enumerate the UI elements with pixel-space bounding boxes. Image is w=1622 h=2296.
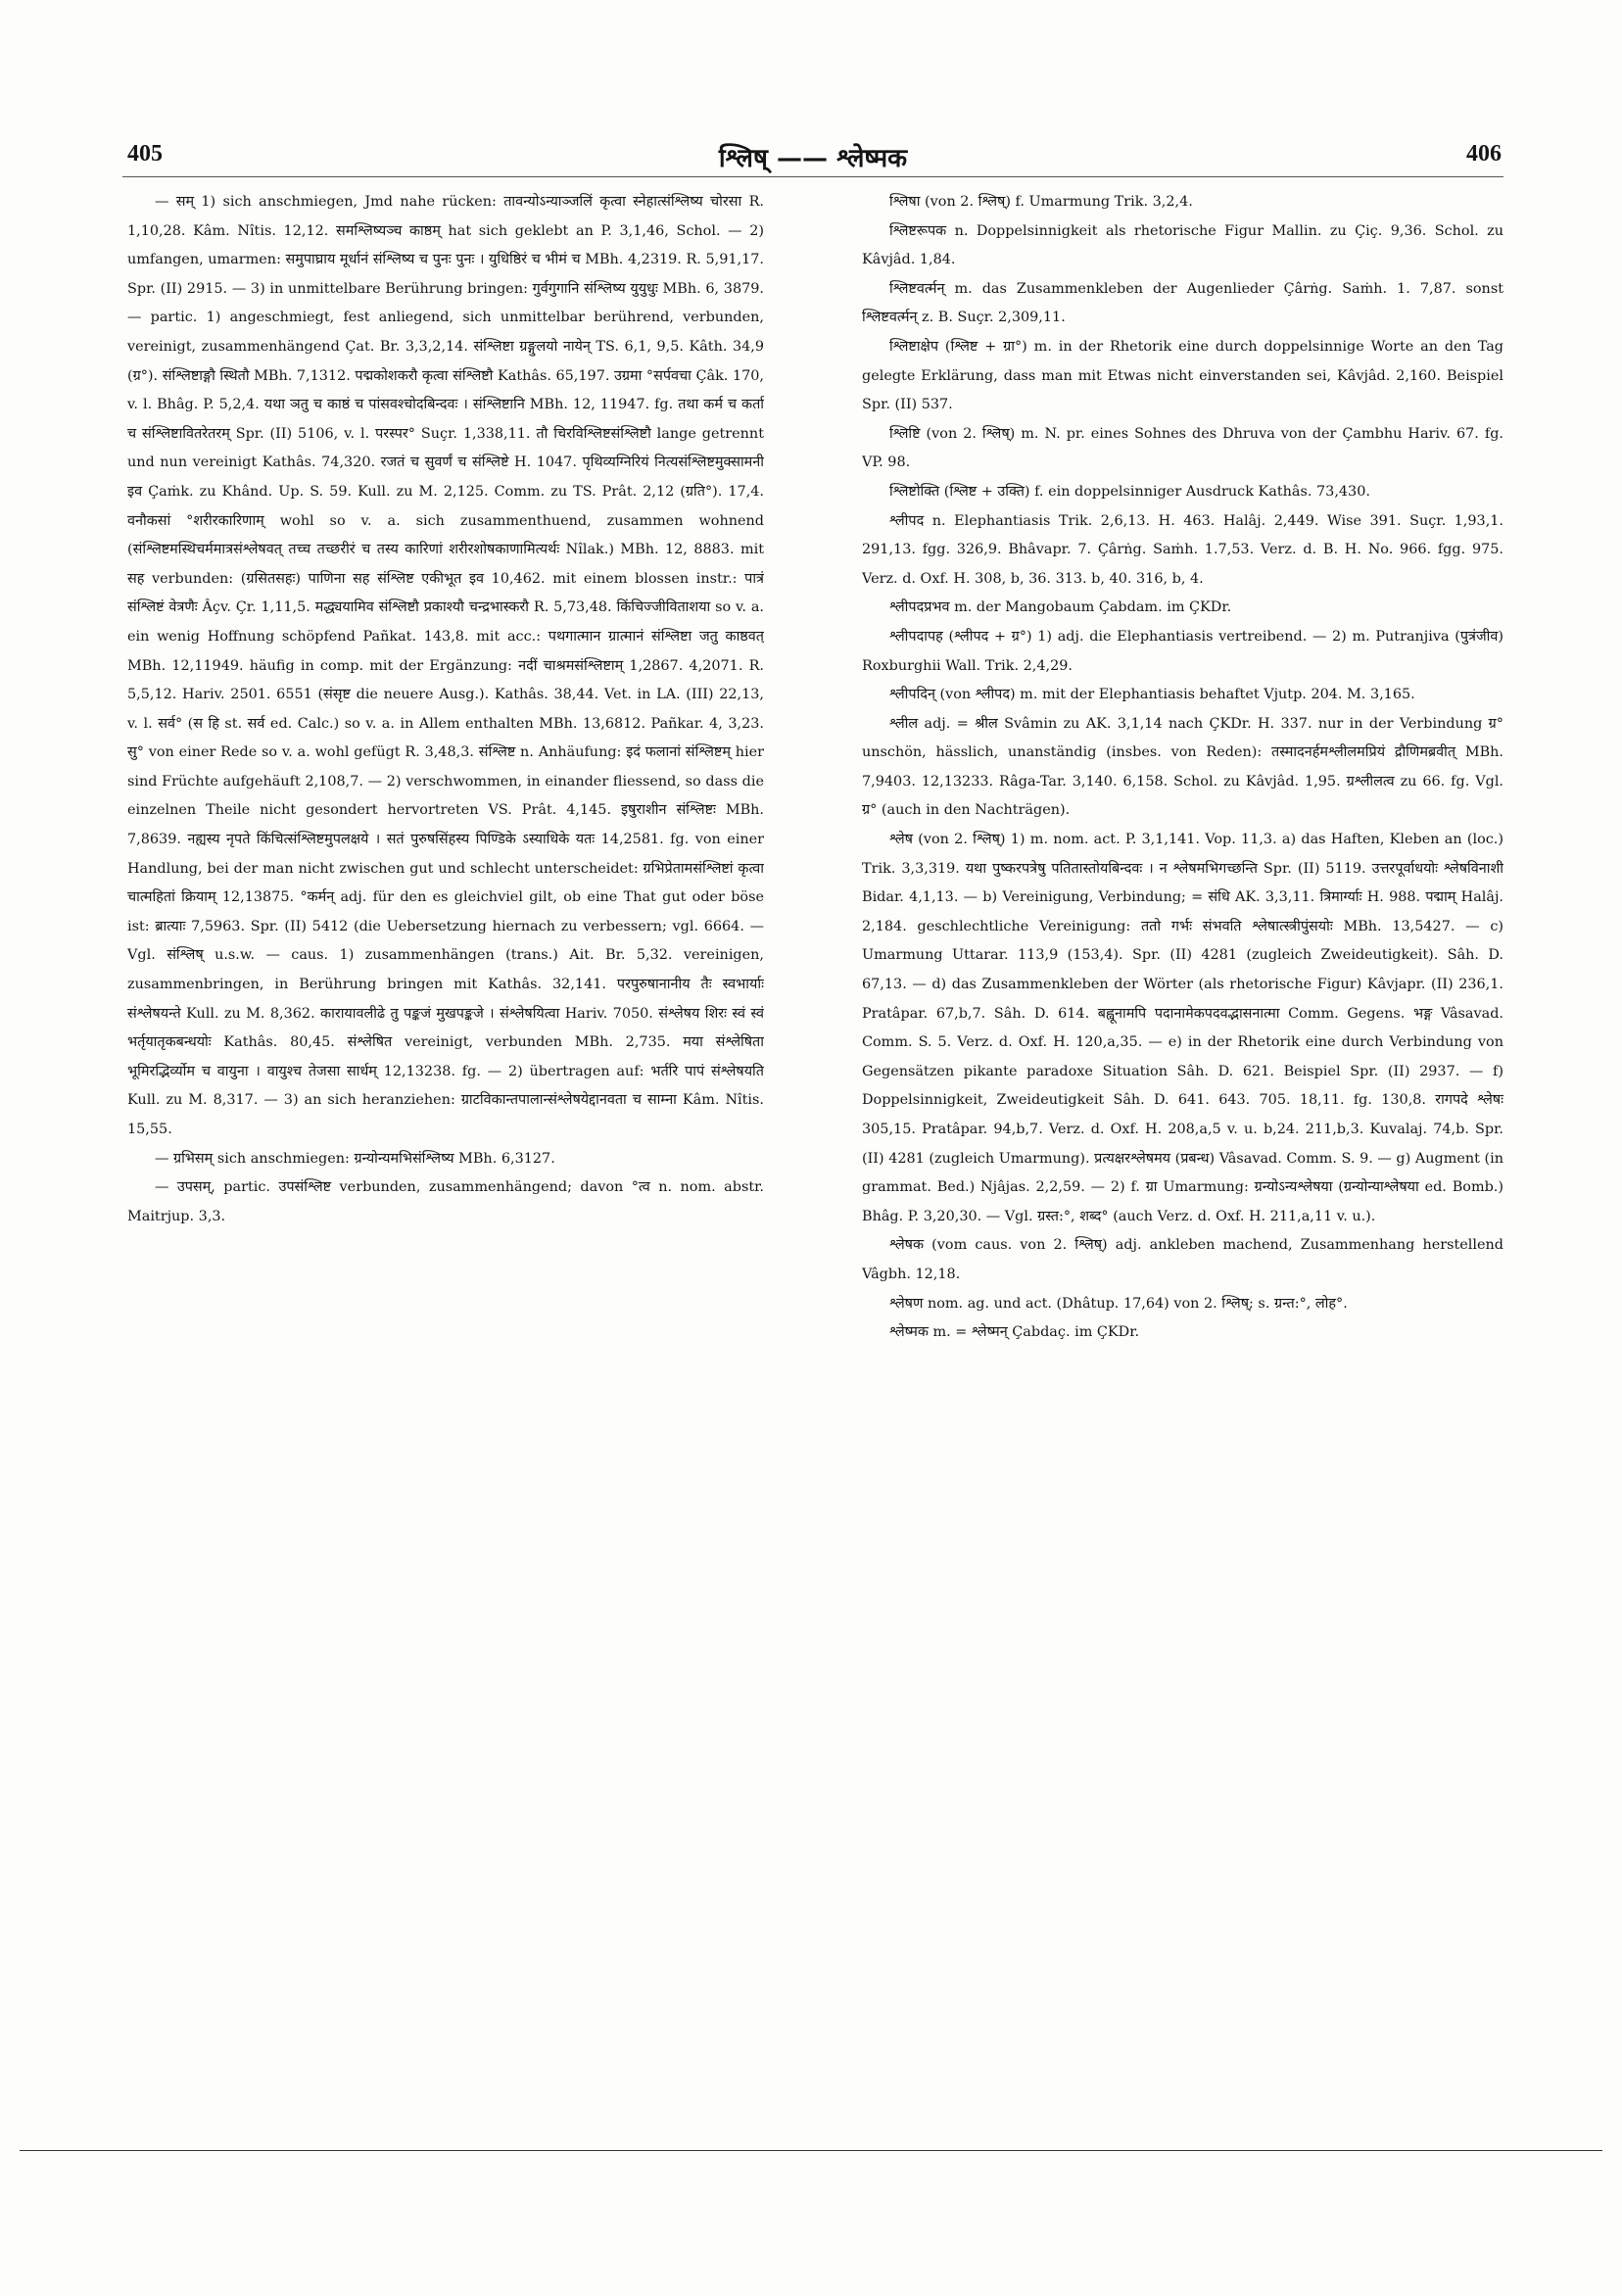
entry-paragraph: श्लील adj. = श्रील Svâmin zu AK. 3,1,14 nach ÇKDr. H. 337. nur in der Verbindung ग्र° unschön, hässlich, unanständig (insbes. von Reden): तस्मादनर्हमश्लीलमप्रियं द्रौणिमब्रवीत् MBh. 7,9403. 12,13233. Râga-Tar. 3,140. 6,158. Schol. zu Kâvjâd. 1,95. ग्रश्लीलत्व zu 66. fg. Vgl. ग्र° (auch in den Nachträgen). bbox=[862, 715, 1503, 819]
entry-paragraph: — उपसम्, partic. उपसंश्लिष्ट verbunden, zusammenhängend; davon °त्व n. nom. abstr. Maitrjup. 3,3. bbox=[127, 1179, 764, 1224]
entry-paragraph: — ग्रभिसम् sich anschmiegen: ग्रन्योन्यमभिसंश्लिष्य MBh. 6,3127. bbox=[155, 1150, 555, 1167]
entry-paragraph: श्लिष्टाक्षेप (श्लिष्ट + ग्रा°) m. in der Rhetorik eine durch doppelsinnige Worte an den Tag gelegte Erklärung, dass man mit Etwas nicht einverstanden sei, Kâvjâd. 2,160. Beispiel Spr. (II) 537. bbox=[862, 338, 1503, 413]
entry-paragraph: श्लिष्टरूपक n. Doppelsinnigkeit als rhetorische Figur Mallin. zu Çiç. 9,36. Schol. zu Kâvjâd. 1,84. bbox=[862, 222, 1503, 268]
right-column bbox=[862, 188, 1503, 2079]
entry-paragraph: श्लिष्टोक्ति (श्लिष्ट + उक्ति) f. ein doppelsinniger Ausdruck Kathâs. 73,430. bbox=[889, 483, 1370, 500]
entry-paragraph: श्लीपदप्रभव m. der Mangobaum Çabdam. im ÇKDr. bbox=[889, 599, 1232, 616]
left-column bbox=[127, 188, 764, 2079]
page-number-right: 406 bbox=[1466, 141, 1502, 167]
running-head: श्लिष् —— श्लेष्मक bbox=[718, 144, 908, 173]
entry-paragraph: श्लीपद n. Elephantiasis Trik. 2,6,13. H. 463. Halâj. 2,449. Wise 391. Suçr. 1,93,1. 291,13. fgg. 326,9. Bhâvapr. 7. Çârṅg. Saṁh. 1.7,53. Verz. d. B. H. No. 966. fgg. 975. Verz. d. Oxf. H. 308, b, 36. 313. b, 40. 316, b, 4. bbox=[862, 512, 1503, 587]
entry-paragraph: श्लेष (von 2. श्लिष्) 1) m. nom. act. P. 3,1,141. Vop. 11,3. a) das Haften, Kleben an (loc.) Trik. 3,3,319. यथा पुष्करपत्रेषु पतितास्तोयबिन्दवः । न श्लेषमभिगच्छन्ति Spr. (II) 5119. उत्तरपूर्वाधयोः श्लेषविनाशी Bidar. 4,1,13. — b) Vereinigung, Verbindung; = संधि AK. 3,3,11. त्रिमार्ग्याः H. 988. पद्माम् Halâj. 2,184. geschlechtliche Vereinigung: ततो गर्भः संभवति श्लेषात्स्त्रीपुंसयोः MBh. 13,5427. — c) Umarmung Uttarar. 113,9 (153,4). Spr. (II) 4281 (zugleich Zweideutigkeit). Sâh. D. 67,13. — d) das Zusammenkleben der Wörter (als rhetorische Figur) Kâvjapr. (II) 236,1. Pratâpar. 67,b,7. Sâh. D. 614. बह्वूनामपि पदानामेकपदवद्भासनात्मा Comm. Gegens. भङ्ग Vâsavad. Comm. S. 5. Verz. d. Oxf. H. 120,a,35. — e) in der Rhetorik eine durch Verbindung von Gegensätzen pikante paradoxe Situation Sâh. D. 621. Beispiel Spr. (II) 2937. — f) Doppelsinnigkeit, Zweideutigkeit Sâh. D. 641. 643. 705. 18,11. fg. 130,8. रागपदे श्लेषः 305,15. Pratâpar. 94,b,7. Verz. d. Oxf. H. 208,a,5 v. u. b,24. 211,b,3. Kuvalaj. 74,b. Spr. (II) 4281 (zugleich Umarmung). प्रत्यक्षरश्लेषमय (प्रबन्ध) Vâsavad. Comm. S. 9. — g) Augment (in grammat. Bed.) Njâjas. 2,2,59. — 2) f. ग्रा Umarmung: ग्रन्योऽन्यश्लेषया (ग्रन्योन्याश्लेषया ed. Bomb.) Bhâg. P. 3,20,30. — Vgl. ग्रस्त:°, शब्द° (auch Verz. d. Oxf. H. 211,a,11 v. u.). bbox=[862, 832, 1503, 1224]
entry-paragraph: श्लीपदापह (श्लीपद + ग्र°) 1) adj. die Elephantiasis vertreibend. — 2) m. Putranjiva (पुत्रंजीव) Roxburghii Wall. Trik. 2,4,29. bbox=[862, 628, 1503, 674]
footer-rule bbox=[20, 2150, 1602, 2151]
entry-paragraph: — सम् 1) sich anschmiegen, Jmd nahe rücken: तावन्योऽन्याञ्जलिं कृत्वा स्नेहात्संश्लिष्य चोरसा R. 1,10,28. Kâm. Nîtis. 12,12. समश्लिष्यञ्च काष्ठम् hat sich geklebt an P. 3,1,46, Schol. — 2) umfangen, umarmen: समुपाघ्राय मूर्धानं संश्लिष्य च पुनः पुनः । युधिष्ठिरं च भीमं च MBh. 4,2319. R. 5,91,17. Spr. (II) 2915. — 3) in unmittelbare Berührung bringen: गुर्वगुगानि संश्लिष्य युयुधुः MBh. 6, 3879. — partic. 1) angeschmiegt, fest anliegend, sich unmittelbar berührend, verbunden, vereinigt, zusammenhängend Çat. Br. 3,3,2,14. संश्लिष्टा ग्रङ्गुलयो नायेन् TS. 6,1, 9,5. Kâth. 34,9 (ग्र°). संश्लिष्टाङ्गौ स्थितौ MBh. 7,1312. पद्मकोशकरौ कृत्वा संश्लिष्टौ Kathâs. 65,197. उग्रमा °सर्पवचा Çâk. 170, v. l. Bhâg. P. 5,2,4. यथा ञतु च काष्ठं च पांसवश्चोदबिन्दवः । संश्लिष्टानि MBh. 12, 11947. fg. तथा कर्म च कर्ता च संश्लिष्टावितरेतरम् Spr. (II) 5106, v. l. परस्पर° Suçr. 1,338,11. तौ चिरविश्लिष्टसंश्लिष्टौ lange getrennt und nun vereinigt Kathâs. 74,320. रजतं च सुवर्णं च संश्लिष्टे H. 1047. पृथिव्यग्निरियं नित्यसंश्लिष्टमुक्सामनी इव Çaṁk. zu Khând. Up. S. 59. Kull. zu M. 2,125. Comm. zu TS. Prât. 2,12 (ग्रति°). 17,4. वनौकसां °शरीरकारिणाम् wohl so v. a. sich zusammenthuend, zusammen wohnend (संश्लिष्टमस्थिचर्ममात्रसंश्लेषवत् तच्च तच्छरीरं च तस्य कारिणां शरीरशोषकाणामित्यर्थः Nîlak.) MBh. 12, 8883. mit सह verbunden: (ग्रसितसहः) पाणिना सह संश्लिष्ट एकीभूत इव 10,462. mit einem blossen instr.: पात्रं संश्लिष्टं वेत्रणैः Âçv. Çr. 1,11,5. मद्ध्ययामिव संश्लिष्टौ प्रकाश्यौ चन्द्रभास्करौ R. 5,73,48. किंचिज्जीविताशया so v. a. ein wenig Hoffnung schöpfend Pañkat. 143,8. mit acc.: पथगात्मान ग्रात्मानं संश्लिष्टा जतु काष्ठवत् MBh. 12,11949. häufig in comp. mit der Ergänzung: नदीं चाश्रमसंश्लिष्टाम् 1,2867. 4,2071. R. 5,5,12. Hariv. 2501. 6551 (संसृष्ट die neuere Ausg.). Kathâs. 38,44. Vet. in LA. (III) 22,13, v. l. सर्व° (स हि st. सर्व ed. Calc.) so v. a. in Allem enthalten MBh. 13,6812. Pañkar. 4, 3,23. सु° von einer Rede so v. a. wohl gefügt R. 3,48,3. संश्लिष्ट n. Anhäufung: इदं फलानां संश्लिष्टम् hier sind Früchte aufgehäuft 2,108,7. — 2) verschwommen, in einander fliessend, so dass die einzelnen Theile nicht gesondert hervortreten VS. Prât. 4,145. इषुराशीन संश्लिष्टः MBh. 7,8639. नह्यस्य नृपते किंचित्संश्लिष्टमुपलक्षये । सतं पुरुषसिंहस्य पिण्डिके ऽस्याधिके यतः 14,2581. fg. von einer Handlung, bei der man nicht zwischen gut und schlecht unterscheidet: ग्रभिप्रेतामसंश्लिष्टां कृत्वा चात्महितां क्रियाम् 12,13875. °कर्मन् adj. für den es gleichviel gilt, ob eine That gut oder böse ist: ब्रात्याः 7,5963. Spr. (II) 5412 (die Uebersetzung hiernach zu verbessern; vgl. 6664. — Vgl. संश्लिष् u.s.w. — caus. 1) zusammenhängen (trans.) Ait. Br. 5,32. vereinigen, zusammenbringen, in Berührung bringen mit Kathâs. 32,141. परपुरुषानानीय तैः स्वभार्याः संश्लेषयन्ते Kull. zu M. 8,362. कारायावलीढे तु पङ्कजं मुखपङ्कजे । संश्लेषयित्वा Hariv. 7050. संश्लेषय शिरः स्वं स्वं भर्तृयातृकबन्धयोः Kathâs. 80,45. संश्लेषित vereinigt, verbunden MBh. 2,735. मया संश्लेषिता भूमिरद्भिर्व्योम च वायुना । वायुश्च तेजसा सार्धम् 12,13238. fg. — 2) übertragen auf: भर्तरि पापं संश्लेषयति Kull. zu M. 8,317. — 3) an sich heranziehen: ग्राटविकान्तपालान्संश्लेषयेद्दानवता च साम्ना Kâm. Nîtis. 15,55. bbox=[127, 194, 764, 1137]
entry-paragraph: श्लेषक (vom caus. von 2. श्लिष्) adj. ankleben machend, Zusammenhang herstellend Vâgbh. 12,18. bbox=[862, 1237, 1503, 1282]
page-header bbox=[122, 137, 1503, 177]
page-number-left: 405 bbox=[127, 141, 163, 167]
entry-paragraph: श्लिषा (von 2. श्लिष्) f. Umarmung Trik. 3,2,4. bbox=[889, 194, 1193, 210]
entry-paragraph: श्लेषण nom. ag. und act. (Dhâtup. 17,64) von 2. श्लिष्; s. ग्रन्त:°, लोह°. bbox=[889, 1295, 1348, 1312]
entry-paragraph: श्लिष्टि (von 2. श्लिष्) m. N. pr. eines Sohnes des Dhruva von der Çambhu Hariv. 67. fg. VP. 98. bbox=[862, 425, 1503, 471]
entry-paragraph: श्लेष्मक m. = श्लेष्मन् Çabdaç. im ÇKDr. bbox=[889, 1324, 1140, 1341]
entry-paragraph: श्लिष्टवर्त्मन् m. das Zusammenkleben der Augenlieder Çârṅg. Saṁh. 1. 7,87. sonst श्लिष्टवर्त्मन् z. B. Suçr. 2,309,11. bbox=[862, 280, 1503, 326]
entry-paragraph: श्लीपदिन् (von श्लीपद) m. mit der Elephantiasis behaftet Vjutp. 204. M. 3,165. bbox=[889, 687, 1415, 703]
